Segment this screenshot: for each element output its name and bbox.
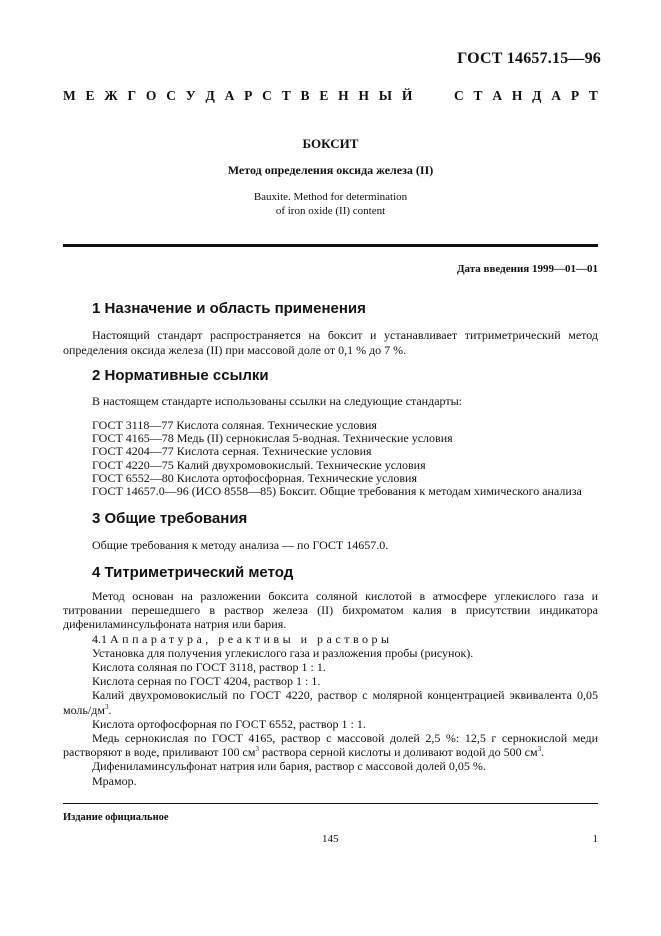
header-divider xyxy=(63,244,598,247)
banner-letter: О xyxy=(145,88,157,103)
document-code: ГОСТ 14657.15—96 xyxy=(457,50,601,67)
sheet-number: 1 xyxy=(592,833,598,845)
banner-letter: А xyxy=(224,88,235,103)
banner-letter: С xyxy=(262,88,272,103)
banner-letter: Ж xyxy=(104,88,118,103)
banner-letter: Д xyxy=(532,88,542,103)
reagent-item: Дифениламинсульфонат натрия или бария, раствор с массовой долей 0,05 %. xyxy=(92,759,486,774)
banner-letter: Ы xyxy=(378,88,393,103)
apparatus-item: Установка для получения углекислого газа и разложения пробы (рисунок). xyxy=(92,645,474,660)
banner-letter: А xyxy=(492,88,503,103)
document-subtitle: Метод определения оксида железа (II) xyxy=(227,163,434,177)
reagent-item: Мрамор. xyxy=(92,773,137,788)
banner-letter: Е xyxy=(319,88,329,103)
banner-letter: С xyxy=(453,88,464,103)
banner-letter: Е xyxy=(85,88,95,103)
banner-letter: Р xyxy=(570,88,580,103)
banner-letter: Т xyxy=(588,88,598,103)
reagent-item-dichromate: Калий двухромовокислый по ГОСТ 4220, раствор с молярной концентрацией эквивалента 0,05 моль/$дм^3$. xyxy=(63,688,598,717)
reference-item: ГОСТ 6552—80 Кислота ортофосфорная. Технические условия xyxy=(92,470,417,485)
reference-item: ГОСТ 4204—77 Кислота серная. Технические условия xyxy=(92,444,372,459)
banner-letter: Г xyxy=(127,88,137,103)
section-4-body xyxy=(63,589,598,788)
reference-item: ГОСТ 4220—75 Калий двухромовокислый. Технические условия xyxy=(92,457,426,472)
reference-item: ГОСТ 3118—77 Кислота соляная. Технические условия xyxy=(92,418,377,432)
banner-letter: Н xyxy=(338,88,349,103)
page-number: 145 xyxy=(322,833,339,845)
section-2-heading: 2 Нормативные ссылки xyxy=(92,367,269,384)
banner-letter: Р xyxy=(244,88,253,103)
reagent-item-copper: Медь сернокислая по ГОСТ 4165, раствор с массовой долей 2,5 %: 12,5 г сернокислой меди растворяют в воде, приливают 100 $см^3$ раствора серной кислоты и доливают водой до 500 $см^3$. xyxy=(63,731,598,760)
banner-letter: С xyxy=(166,88,176,103)
banner-letter: Д xyxy=(205,88,215,103)
banner-letter: В xyxy=(300,88,310,103)
section-4-method-text: Метод основан на разложении боксита соляной кислотой в атмосфере углекислого газа и титровании перешедшего в раствор железа (II) бихроматом калия в присутствии индикатора дифениламинсульфоната натрия или бария. xyxy=(63,589,598,632)
english-title-line-2: of iron oxide (II) content xyxy=(275,205,386,217)
reagent-item: Кислота соляная по ГОСТ 3118, раствор 1 : 1. xyxy=(92,660,326,675)
banner-letter: У xyxy=(185,88,196,103)
english-title xyxy=(63,190,598,218)
reagent-item: Кислота серная по ГОСТ 4204, раствор 1 : 1. xyxy=(92,674,321,689)
section-2-intro: В настоящем стандарте использованы ссылки на следующие стандарты: xyxy=(92,394,463,408)
banner-gap xyxy=(422,88,444,104)
subsection-4-1-heading: 4.1 Аппаратура, реактивы и растворы xyxy=(92,631,393,646)
reference-item: ГОСТ 14657.0—96 (ИСО 8558—85) Боксит. Общие требования к методам химического анализа xyxy=(92,483,582,498)
official-edition-label: Издание официальное xyxy=(63,812,169,823)
introduction-date: Дата введения 1999—01—01 xyxy=(456,263,598,275)
section-4-heading: 4 Титриметрический метод xyxy=(92,564,294,581)
section-3-text: Общие требования к методу анализа — по ГОСТ 14657.0. xyxy=(92,538,389,552)
banner-letter: Т xyxy=(281,88,291,103)
reagent-item: Кислота ортофосфорная по ГОСТ 6552, раствор 1 : 1. xyxy=(92,716,366,731)
document-title: БОКСИТ xyxy=(302,136,359,151)
standard-type-banner xyxy=(63,88,598,104)
references-list xyxy=(92,419,598,498)
section-1-text: Настоящий стандарт распространяется на боксит и устанавливает титриметрический метод определения оксида железа (II) при массовой доле от 0,1 % до 7 %. xyxy=(63,328,598,357)
banner-letter: Т xyxy=(473,88,483,103)
banner-letter: М xyxy=(63,88,76,103)
banner-letter: Н xyxy=(358,88,369,103)
banner-letter: А xyxy=(551,88,562,103)
english-title-line-1: Bauxite. Method for determination xyxy=(253,191,408,203)
footer-divider xyxy=(63,803,598,804)
section-3-heading: 3 Общие требования xyxy=(92,510,248,527)
section-1-heading: 1 Назначение и область применения xyxy=(92,300,366,317)
banner-letter: Й xyxy=(401,88,413,103)
reference-item: ГОСТ 4165—78 Медь (II) сернокислая 5-водная. Технические условия xyxy=(92,431,453,446)
banner-letter: Н xyxy=(511,88,523,103)
